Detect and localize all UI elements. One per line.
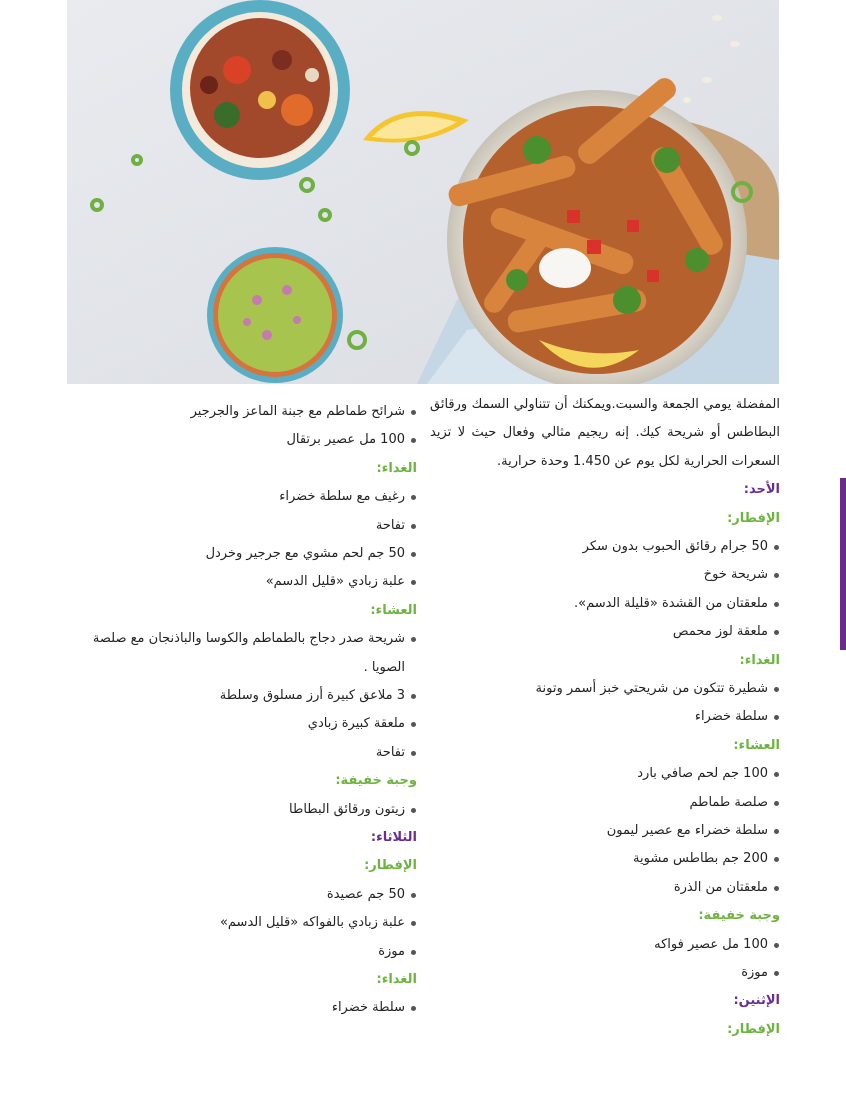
list-item: سلطة خضراء مع عصير ليمون [430, 817, 780, 845]
meal-items-list [430, 533, 780, 647]
meal-items-list [430, 760, 780, 902]
list-item: ملعقتان من الذرة [430, 874, 780, 902]
meal-items-list [430, 675, 780, 732]
list-item: 50 جم عصيدة [67, 881, 417, 909]
meal-heading: وجبة خفيفة: [335, 773, 417, 789]
list-item: 100 مل عصير فواكه [430, 931, 780, 959]
side-tab [840, 478, 846, 650]
list-item: 100 مل عصير برتقال [67, 426, 417, 454]
list-item: شطيرة تتكون من شريحتي خبز أسمر وتونة [430, 675, 780, 703]
meal-items-list [67, 994, 417, 1022]
meal-heading: الإفطار: [727, 510, 780, 526]
meal-items-list [67, 796, 417, 824]
list-item: 50 جم لحم مشوي مع جرجير وخردل [67, 540, 417, 568]
meal-heading: الغداء: [376, 972, 417, 988]
list-item: شريحة صدر دجاج بالطماطم والكوسا والباذنجان مع صلصة الصويا . [67, 625, 417, 682]
left-column [67, 398, 417, 1023]
list-item: موزة [67, 938, 417, 966]
list-item: 3 ملاعق كبيرة أرز مسلوق وسلطة [67, 682, 417, 710]
meal-heading: العشاء: [370, 602, 417, 618]
food-photo [67, 0, 779, 384]
meal-heading: الإفطار: [727, 1021, 780, 1037]
list-item: سلطة خضراء [67, 994, 417, 1022]
right-column-list [430, 476, 780, 1044]
list-item: ملعقتان من القشدة «قليلة الدسم». [430, 590, 780, 618]
day-heading: الأحد: [743, 482, 780, 498]
list-item: ملعقة لوز محمص [430, 618, 780, 646]
meal-items-list [67, 625, 417, 767]
meal-heading: وجبة خفيفة: [698, 908, 780, 924]
intro-paragraph: المفضلة يومي الجمعة والسبت.ويمكنك أن تتناولي السمك ورقائق البطاطس أو شريحة كيك. إنه ريجيم مثالي وفعال حيث لا تزيد السعرات الحرارية لكل يوم عن 1.450 وحدة حرارية. [430, 397, 780, 469]
list-item: 200 جم بطاطس مشوية [430, 845, 780, 873]
list-item: علبة زبادي «قليل الدسم» [67, 568, 417, 596]
meal-heading: الغداء: [739, 652, 780, 668]
left-column-list [67, 398, 417, 1023]
list-item: سلطة خضراء [430, 703, 780, 731]
meal-heading: الإفطار: [364, 858, 417, 874]
list-item: تفاحة [67, 739, 417, 767]
meal-items-list [67, 398, 417, 455]
meal-items-list [430, 931, 780, 988]
list-item: رغيف مع سلطة خضراء [67, 483, 417, 511]
meal-heading: العشاء: [733, 737, 780, 753]
list-item: علبة زبادي بالفواكه «قليل الدسم» [67, 909, 417, 937]
meal-heading: الغداء: [376, 460, 417, 476]
right-column [430, 391, 780, 1044]
list-item: تفاحة [67, 512, 417, 540]
list-item: شرائح طماطم مع جبنة الماعز والجرجير [67, 398, 417, 426]
list-item: ملعقة كبيرة زبادي [67, 710, 417, 738]
list-item: موزة [430, 959, 780, 987]
list-item: شريحة خوخ [430, 561, 780, 589]
list-item: صلصة طماطم [430, 789, 780, 817]
meal-items-list [67, 483, 417, 597]
meal-items-list [67, 881, 417, 966]
list-item: 100 جم لحم صافي بارد [430, 760, 780, 788]
day-heading: الثلاثاء: [370, 830, 417, 846]
day-heading: الإثنين: [733, 993, 780, 1009]
list-item: 50 جرام رقائق الحبوب بدون سكر [430, 533, 780, 561]
list-item: زيتون ورقائق البطاطا [67, 796, 417, 824]
